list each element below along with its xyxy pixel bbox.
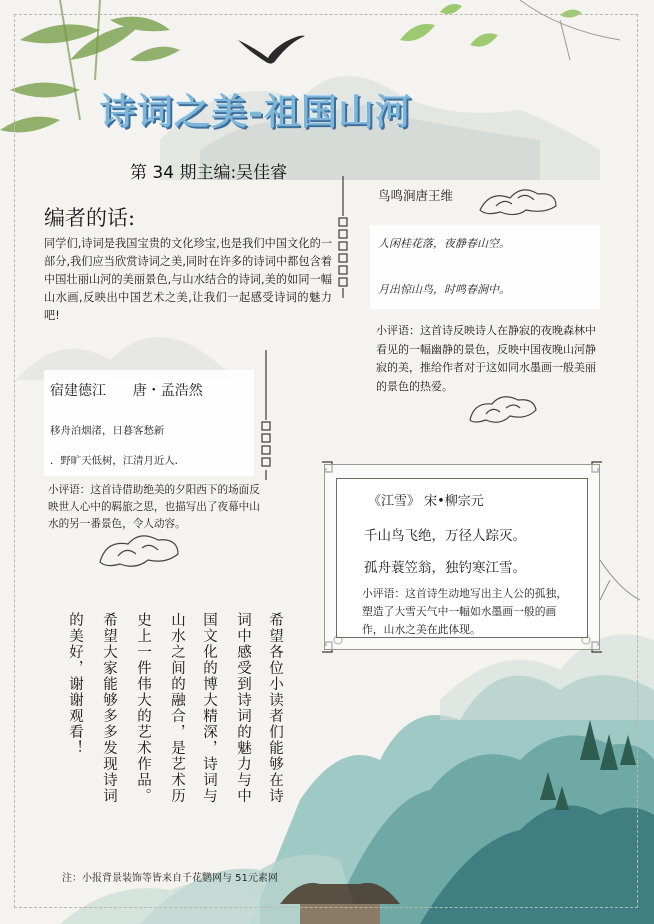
poem2-comment: 小评语：这首诗借助绝美的夕阳西下的场面反映世人心中的羁旅之思，也描写出了夜幕中山水的另一番景色，令人动容。 [48, 484, 260, 530]
poem2-box [44, 370, 254, 476]
closing-column: 山水之间的融合，是艺术历 [169, 612, 185, 804]
footnote: 注：小报背景装饰等皆来自千花鹦网与 51元素网 [62, 873, 278, 884]
poem2-line: 移舟泊烟渚，日暮客愁新 [50, 425, 165, 437]
page-title: 诗词之美-祖国山河 [100, 91, 412, 133]
poem2-title: 宿建德江 唐・孟浩然 [50, 383, 203, 399]
closing-column: 希望大家能够多多发现诗词 [101, 612, 117, 804]
poem2-line: ．野旷天低树，江清月近人． [50, 455, 186, 467]
poem3-title: 《江雪》 宋•柳宗元 [368, 494, 484, 509]
poem1-box [370, 225, 600, 309]
poem3-comment: 小评语：这首诗生动地写出主人公的孤独，塑造了大雪天气中一幅如水墨画一般的画作，山水之美在此体现。 [362, 587, 568, 636]
closing-column: 词中感受到诗词的魅力与中 [235, 612, 251, 804]
poem1-title: 鸟鸣涧唐王维 [378, 188, 454, 203]
poem3-line: 千山鸟飞绝，万径人踪灭。 [364, 528, 526, 544]
poem1-comment: 小评语：这首诗反映诗人在静寂的夜晚森林中看见的一幅幽静的景色，反映中国夜晚山河静寂的美，推给作者对于这如同水墨画一般美丽的景色的热爱。 [376, 324, 596, 393]
poem1-line: 人闲桂花落，夜静春山空。 [378, 237, 510, 250]
poem3-line: 孤舟蓑笠翁，独钓寒江雪。 [364, 560, 526, 576]
closing-column: 希望各位小读者们能够在诗 [267, 612, 283, 804]
closing-column: 史上一件伟大的艺术作品。 [135, 612, 151, 804]
poem1-line: 月出惊山鸟，时鸣春涧中。 [378, 283, 510, 296]
editor-note-heading: 编者的话: [44, 206, 136, 230]
editor-note-text: 同学们,诗词是我国宝贵的文化珍宝,也是我们中国文化的一部分,我们应当欣赏诗词之美,同时在许多的诗词中都包含着中国壮丽山河的美丽景色,与山水结合的诗词,美的如同一幅山水画,反映出中国艺术之美,让我们一起感受诗词的魅力吧! [44, 237, 332, 322]
closing-column: 的美好，谢谢观看！ [67, 612, 83, 756]
closing-column: 国文化的博大精深，诗词与 [201, 612, 217, 804]
issue-editor-line: 第 34 期主编:吴佳睿 [130, 163, 288, 183]
